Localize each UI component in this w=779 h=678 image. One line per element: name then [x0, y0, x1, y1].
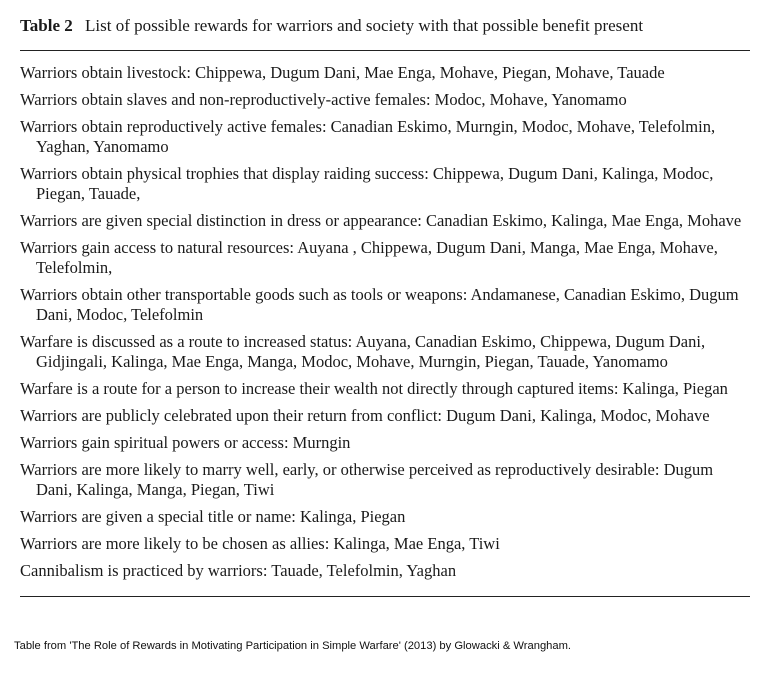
table-label: Table 2 [20, 16, 73, 35]
table-title: List of possible rewards for warriors and society with that possible benefit present [85, 16, 644, 35]
table-row: Warriors obtain other transportable goods such as tools or weapons: Andamanese, Canadian Eskimo, Dugum Dani, Modoc, Telefolmin [20, 285, 739, 324]
table-row: Warriors gain access to natural resources: Auyana , Chippewa, Dugum Dani, Manga, Mae Enga, Mohave, Telefolmin, [20, 238, 718, 277]
table-row: Warriors obtain slaves and non-reproductively-active females: Modoc, Mohave, Yanomamo [20, 90, 627, 109]
table-row: Warriors are given special distinction in dress or appearance: Canadian Eskimo, Kalinga, Mae Enga, Mohave [20, 211, 742, 230]
table-body [20, 51, 750, 597]
table-row: Warriors obtain reproductively active females: Canadian Eskimo, Murngin, Modoc, Mohave, Telefolmin, Yaghan, Yanomamo [20, 117, 716, 156]
table-row: Warfare is discussed as a route to increased status: Auyana, Canadian Eskimo, Chippewa, Dugum Dani, Gidjingali, Kalinga, Mae Enga, Manga, Modoc, Mohave, Murngin, Piegan, Tauade, Yanomamo [20, 332, 706, 371]
table-row: Warriors are more likely to be chosen as allies: Kalinga, Mae Enga, Tiwi [20, 534, 500, 553]
table-row: Warriors are more likely to marry well, early, or otherwise perceived as reproductively desirable: Dugum Dani, Kalinga, Manga, Piegan, Tiwi [20, 460, 714, 499]
table-row: Warriors obtain livestock: Chippewa, Dugum Dani, Mae Enga, Mohave, Piegan, Mohave, Tauade [20, 63, 665, 82]
table-caption [20, 14, 750, 51]
table-row: Warriors are given a special title or name: Kalinga, Piegan [20, 507, 406, 526]
table-row: Warfare is a route for a person to increase their wealth not directly through captured items: Kalinga, Piegan [20, 379, 728, 398]
table-row: Cannibalism is practiced by warriors: Tauade, Telefolmin, Yaghan [20, 561, 457, 580]
table-row: Warriors are publicly celebrated upon their return from conflict: Dugum Dani, Kalinga, Modoc, Mohave [20, 406, 710, 425]
table-row: Warriors gain spiritual powers or access: Murngin [20, 433, 351, 452]
rewards-table [20, 14, 750, 597]
source-caption: Table from 'The Role of Rewards in Motivating Participation in Simple Warfare' (2013) by Glowacki & Wrangham. [14, 640, 572, 652]
table-row: Warriors obtain physical trophies that display raiding success: Chippewa, Dugum Dani, Kalinga, Modoc, Piegan, Tauade, [20, 164, 714, 203]
